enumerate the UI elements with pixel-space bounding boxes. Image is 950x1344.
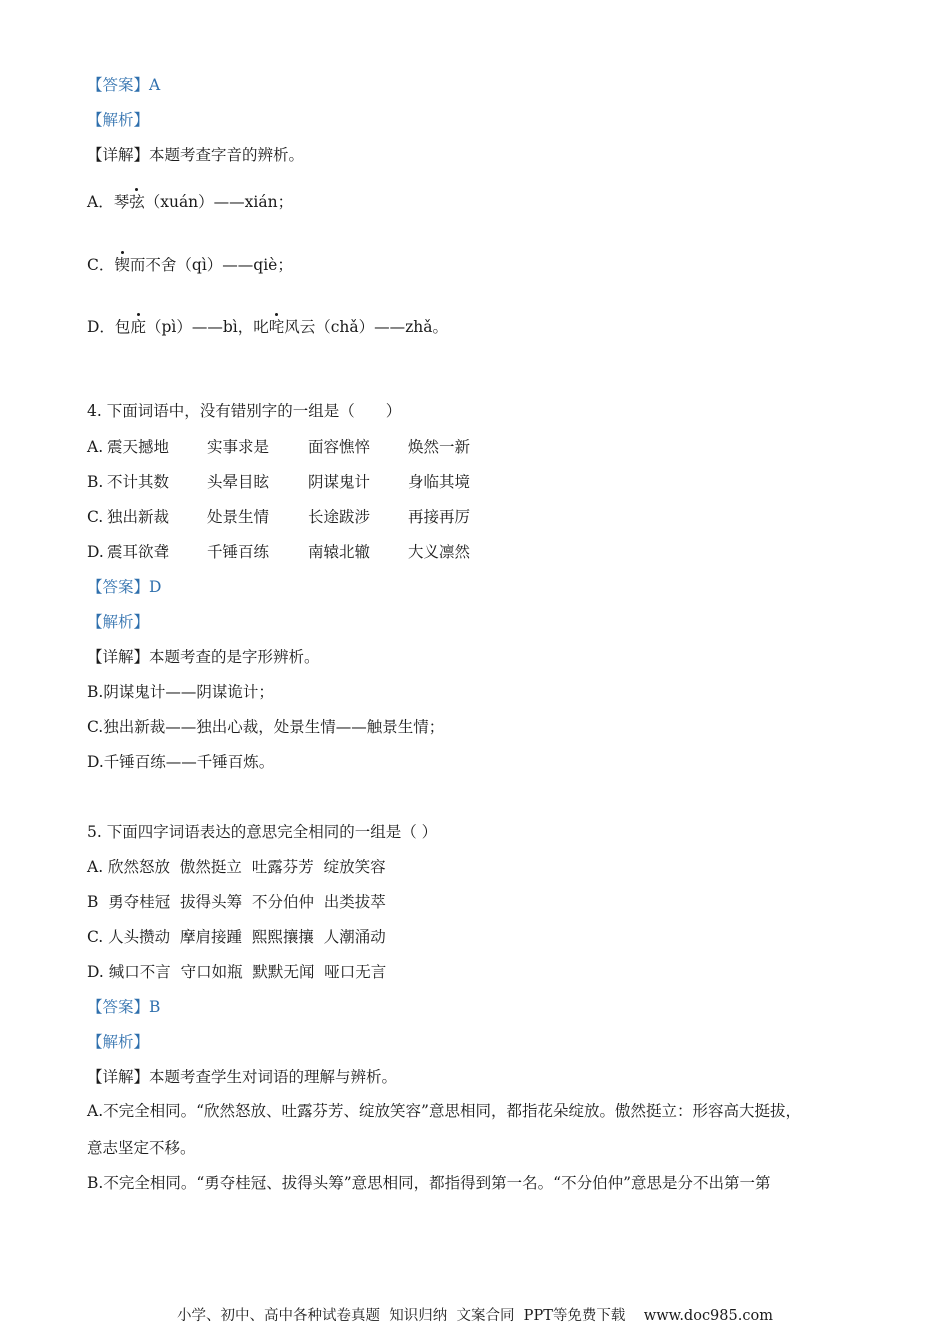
q4-stem: 4. 下面词语中，没有错别字的一组是（ ） — [87, 402, 402, 420]
option-word: 实事求是 — [207, 438, 270, 456]
option-word: 阴谋鬼计 — [308, 473, 371, 491]
q3-d-dotted-char-2: 咤 — [268, 318, 285, 336]
q3-a-post: （xuán）——xián； — [144, 193, 294, 211]
answer-label: 【答案】 — [87, 578, 150, 596]
q3-a-dotted-char: 弦 — [129, 193, 145, 211]
q3-d-mid: （pì）——bì，叱 — [145, 318, 269, 336]
q3-detail-text: 本题考查字音的辨析。 — [149, 146, 305, 164]
q3-d-pre: D．包 — [87, 318, 131, 336]
q5-detail-line — [87, 1066, 397, 1088]
q5-explain-a-cont: 意志坚定不移。 — [87, 1139, 196, 1157]
option-word: 独出新裁 — [107, 508, 170, 526]
q4-detail-text: 本题考查的是字形辨析。 — [149, 648, 320, 666]
q3-answer-line — [87, 74, 160, 96]
option-letter: D. — [87, 543, 104, 561]
q3-detail-line — [87, 144, 304, 166]
q4-analysis-label: 【解析】 — [87, 613, 150, 631]
q3-line-c — [87, 254, 293, 276]
q4-explain-d: D.千锤百练——千锤百炼。 — [87, 753, 275, 771]
answer-label: 【答案】 — [87, 998, 150, 1016]
q5-option-a: A. 欣然怒放 傲然挺立 吐露芬芳 绽放笑容 — [87, 858, 386, 876]
option-word: 震耳欲聋 — [107, 543, 170, 561]
q4-detail-line — [87, 646, 320, 668]
option-word: 大义凛然 — [408, 543, 471, 561]
option-word: 千锤百练 — [207, 543, 270, 561]
option-letter: C. — [87, 508, 104, 526]
option-word: 头晕目眩 — [207, 473, 270, 491]
q5-analysis-label: 【解析】 — [87, 1033, 150, 1051]
q3-d-dotted-char-1: 庇 — [130, 318, 146, 336]
detail-label: 【详解】 — [87, 146, 150, 164]
q3-line-d — [87, 316, 448, 338]
option-word: 不计其数 — [107, 473, 170, 491]
option-word: 处景生情 — [207, 508, 270, 526]
q5-option-c: C. 人头攒动 摩肩接踵 熙熙攘攘 人潮涌动 — [87, 928, 386, 946]
option-word: 再接再厉 — [408, 508, 471, 526]
q5-explain-b: B.不完全相同。“勇夺桂冠、拔得头筹”意思相同，都指得到第一名。“不分伯仲”意思是分不出第一第 — [87, 1174, 771, 1192]
option-word: 震天撼地 — [107, 438, 170, 456]
option-letter: B. — [87, 473, 104, 491]
q3-c-post: 而不舍（qì）——qiè； — [129, 256, 293, 274]
option-word: 南辕北辙 — [308, 543, 371, 561]
q3-analysis-label: 【解析】 — [87, 111, 150, 129]
q4-answer-line — [87, 576, 161, 598]
q5-option-b: B 勇夺桂冠 拔得头筹 不分伯仲 出类拔萃 — [87, 893, 386, 911]
q3-answer-value: A — [149, 76, 161, 94]
q4-explain-c: C.独出新裁——独出心裁，处景生情——触景生情； — [87, 718, 445, 736]
q5-explain-a: A.不完全相同。“欣然怒放、吐露芬芳、绽放笑容”意思相同，都指花朵绽放。傲然挺立：形容高大挺拔， — [87, 1102, 801, 1120]
q3-c-dotted-char: 锲 — [114, 256, 130, 274]
q5-answer-value: B — [149, 998, 161, 1016]
option-word: 身临其境 — [408, 473, 471, 491]
q3-line-a — [87, 191, 293, 213]
q5-detail-text: 本题考查学生对词语的理解与辨析。 — [149, 1068, 398, 1086]
option-word: 焕然一新 — [408, 438, 471, 456]
q3-a-pre: A．琴 — [87, 193, 130, 211]
q5-option-d: D. 缄口不言 守口如瓶 默默无闻 哑口无言 — [87, 963, 387, 981]
q5-stem: 5. 下面四字词语表达的意思完全相同的一组是（ ） — [87, 823, 438, 841]
option-letter: A. — [87, 438, 104, 456]
q3-d-post: 风云（chǎ）——zhǎ。 — [284, 318, 449, 336]
q4-answer-value: D — [149, 578, 162, 596]
answer-label: 【答案】 — [87, 76, 150, 94]
detail-label: 【详解】 — [87, 648, 150, 666]
page-footer: 小学、初中、高中各种试卷真题 知识归纳 文案合同 PPT等免费下载 www.doc985.com — [177, 1308, 773, 1324]
q3-c-pre: C． — [87, 256, 115, 274]
q4-explain-b: B.阴谋鬼计——阴谋诡计； — [87, 683, 274, 701]
detail-label: 【详解】 — [87, 1068, 150, 1086]
option-word: 面容憔悴 — [308, 438, 371, 456]
option-word: 长途跋涉 — [308, 508, 371, 526]
q5-answer-line — [87, 996, 160, 1018]
